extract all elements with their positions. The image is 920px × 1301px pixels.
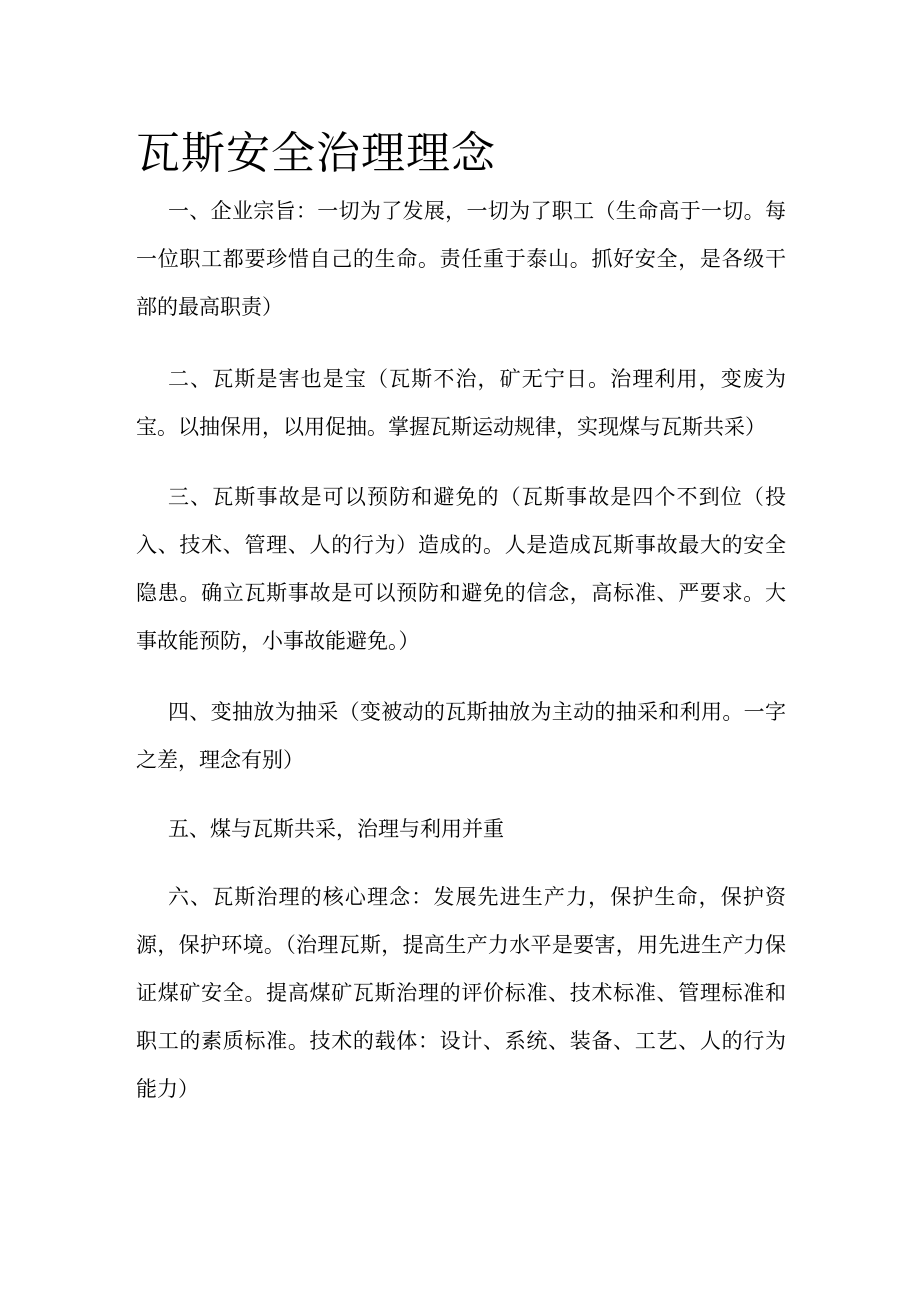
paragraph-2-gas-harm-and-treasure: 二、瓦斯是害也是宝（瓦斯不治，矿无宁日。治理利用，变废为宝。以抽保用，以用促抽。掌握瓦斯运动规律，实现煤与瓦斯共采）	[136, 367, 786, 439]
paragraph-5-coal-gas-co-extraction: 五、煤与瓦斯共采，治理与利用并重	[168, 817, 504, 841]
paragraph-1-enterprise-purpose: 一、企业宗旨：一切为了发展，一切为了职工（生命高于一切。每一位职工都要珍惜自己的生命。责任重于泰山。抓好安全，是各级干部的最高职责）	[136, 199, 786, 319]
document-title: 瓦斯安全治理理念	[136, 128, 496, 179]
paragraph-3-accidents-preventable: 三、瓦斯事故是可以预防和避免的（瓦斯事故是四个不到位（投入、技术、管理、人的行为）造成的。人是造成瓦斯事故最大的安全隐患。确立瓦斯事故是可以预防和避免的信念，高标准、严要求。大事故能预防，小事故能避免。）	[136, 485, 786, 653]
paragraph-6-core-concept: 六、瓦斯治理的核心理念：发展先进生产力，保护生命，保护资源，保护环境。（治理瓦斯，提高生产力水平是要害，用先进生产力保证煤矿安全。提高煤矿瓦斯治理的评价标准、技术标准、管理标准和职工的素质标准。技术的载体：设计、系统、装备、工艺、人的行为能力）	[136, 885, 786, 1101]
paragraph-4-drainage-to-extraction: 四、变抽放为抽采（变被动的瓦斯抽放为主动的抽采和利用。一字之差，理念有别）	[136, 700, 786, 772]
